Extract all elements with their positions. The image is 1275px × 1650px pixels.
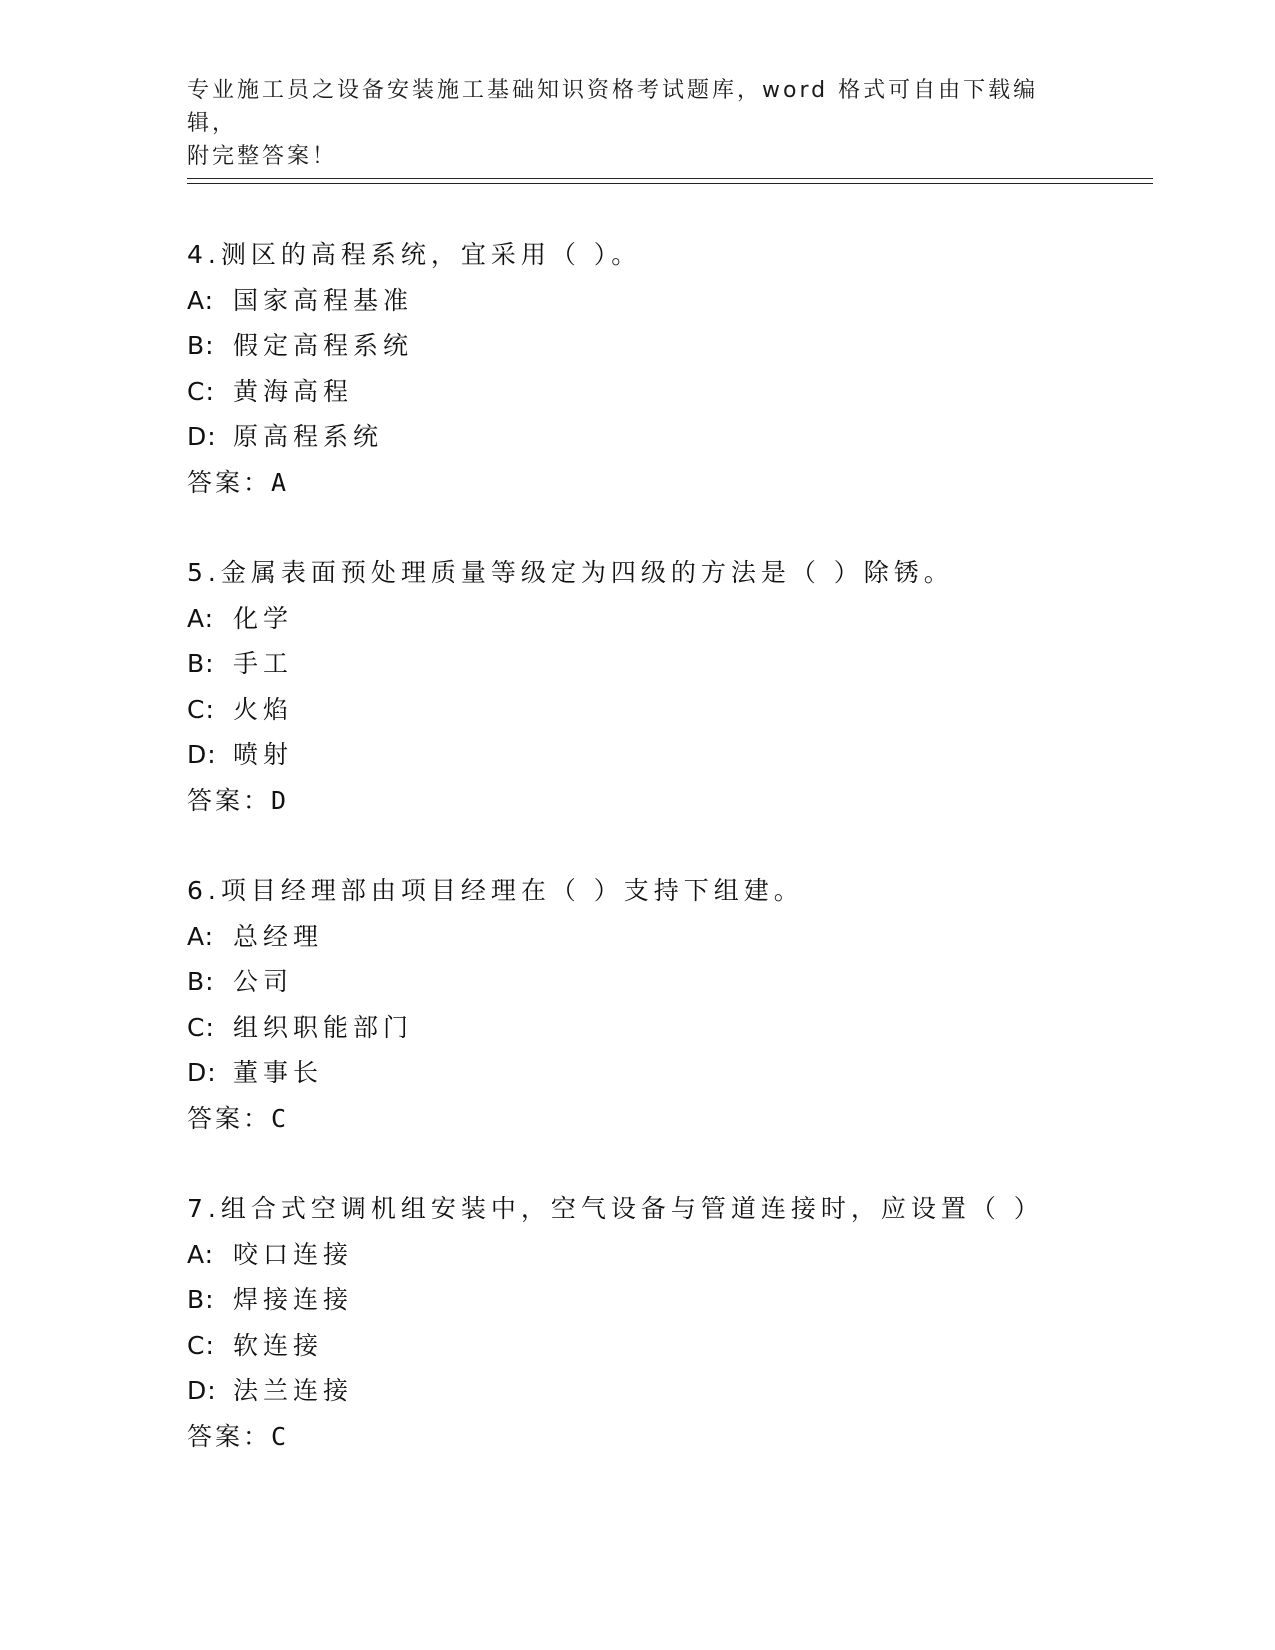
question-6 <box>187 868 1153 1142</box>
option-b <box>187 323 1153 369</box>
option-text: 咬口连接 <box>233 1239 354 1269</box>
option-key: A: <box>187 603 215 633</box>
option-key: C: <box>187 694 215 724</box>
option-a <box>187 596 1153 642</box>
header-line-2: 附完整答案！ <box>187 144 338 169</box>
option-b <box>187 959 1153 1005</box>
option-key: A: <box>187 921 215 951</box>
option-key: C: <box>187 376 215 406</box>
option-key: B: <box>187 331 215 361</box>
option-key: D: <box>187 740 217 770</box>
option-text: 假定高程系统 <box>233 331 414 361</box>
option-text: 组织职能部门 <box>233 1012 414 1042</box>
option-c <box>187 1323 1153 1369</box>
answer: 答案：D <box>187 785 290 815</box>
option-key: B: <box>187 649 215 679</box>
option-key: B: <box>187 967 215 997</box>
question-5 <box>187 550 1153 824</box>
question-title: 5.金属表面预处理质量等级定为四级的方法是（ ）除锈。 <box>187 558 954 587</box>
option-text: 焊接连接 <box>233 1285 354 1315</box>
option-b <box>187 641 1153 687</box>
option-key: C: <box>187 1330 215 1360</box>
question-4 <box>187 232 1153 506</box>
option-key: C: <box>187 1012 215 1042</box>
option-text: 火焰 <box>233 694 294 724</box>
option-text: 董事长 <box>233 1058 324 1088</box>
option-c <box>187 369 1153 415</box>
option-a <box>187 278 1153 324</box>
document-header <box>187 74 1087 173</box>
option-text: 手工 <box>233 649 294 679</box>
option-a <box>187 1232 1153 1278</box>
option-key: A: <box>187 285 215 315</box>
option-text: 化学 <box>233 603 294 633</box>
option-a <box>187 914 1153 960</box>
option-d <box>187 1368 1153 1414</box>
answer: 答案：C <box>187 1103 290 1133</box>
answer: 答案：C <box>187 1421 290 1451</box>
option-text: 国家高程基准 <box>233 285 414 315</box>
option-text: 公司 <box>233 967 294 997</box>
option-text: 黄海高程 <box>233 376 354 406</box>
option-text: 喷射 <box>233 740 294 770</box>
option-b <box>187 1277 1153 1323</box>
option-key: A: <box>187 1239 215 1269</box>
option-text: 法兰连接 <box>233 1376 354 1406</box>
header-line-1: 专业施工员之设备安装施工基础知识资格考试题库，word 格式可自由下载编辑， <box>187 78 1039 136</box>
option-key: D: <box>187 1376 217 1406</box>
option-c <box>187 1005 1153 1051</box>
option-key: D: <box>187 422 217 452</box>
header-divider-bottom <box>187 183 1153 184</box>
question-title: 4.测区的高程系统，宜采用（ ）。 <box>187 240 642 269</box>
option-c <box>187 687 1153 733</box>
option-key: B: <box>187 1285 215 1315</box>
option-d <box>187 1050 1153 1096</box>
question-7 <box>187 1186 1153 1460</box>
answer: 答案：A <box>187 467 290 497</box>
option-text: 原高程系统 <box>233 422 384 452</box>
option-d <box>187 732 1153 778</box>
option-text: 总经理 <box>233 921 324 951</box>
question-title: 7.组合式空调机组安装中，空气设备与管道连接时，应设置（ ） <box>187 1194 1044 1223</box>
question-title: 6.项目经理部由项目经理在（ ）支持下组建。 <box>187 876 804 905</box>
option-key: D: <box>187 1058 217 1088</box>
option-d <box>187 414 1153 460</box>
header-divider-top <box>187 178 1153 179</box>
option-text: 软连接 <box>233 1330 324 1360</box>
